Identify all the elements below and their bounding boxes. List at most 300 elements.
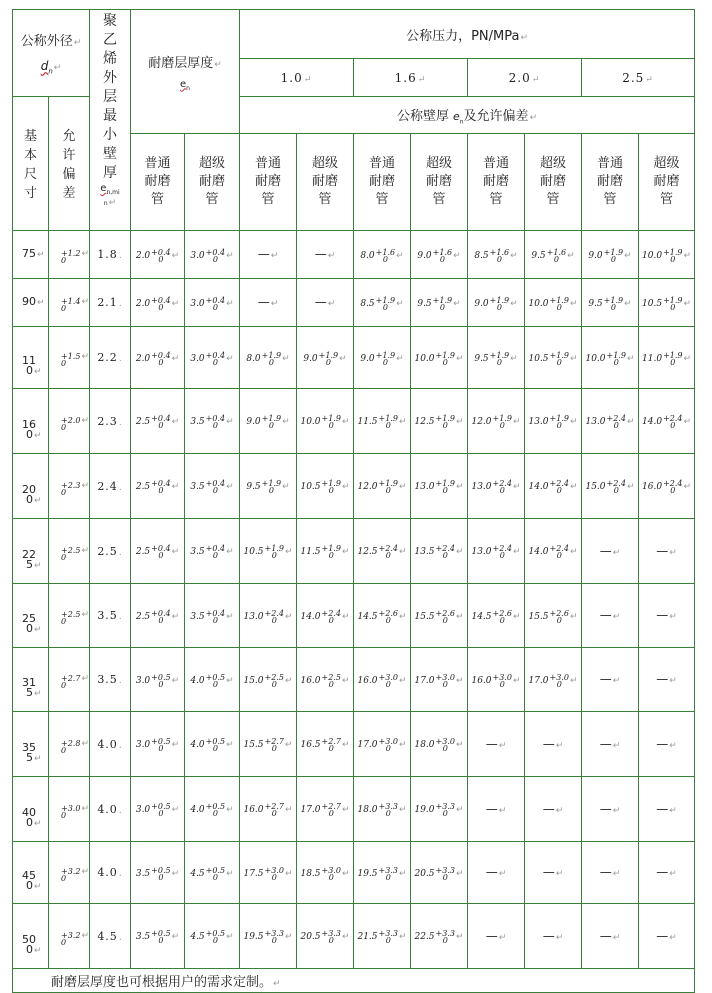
thickness-value <box>357 674 397 688</box>
od-tolerance-cell <box>49 777 90 842</box>
lower-tol: 0 <box>556 679 562 689</box>
upper-tol: +2.8 <box>61 738 81 748</box>
paragraph-mark: ↵ <box>512 417 521 427</box>
basic-size: 45 <box>22 869 36 882</box>
tolerance <box>265 545 284 559</box>
tolerance <box>322 545 341 559</box>
nominal: 8.5 <box>360 298 375 309</box>
header-line: 耐磨 <box>311 174 338 189</box>
tolerance <box>663 480 682 494</box>
wall-thickness-cell <box>525 389 582 454</box>
lower-tol: 0 <box>61 359 67 368</box>
thickness-value <box>357 545 397 559</box>
lower-tol: 0 <box>61 681 67 690</box>
paragraph-mark: ↵ <box>398 417 407 427</box>
upper-tol: +2.4 <box>435 544 455 553</box>
nominal: 10.0 <box>585 353 606 364</box>
upper-tol: +1.9 <box>435 350 455 360</box>
lower-tol: 0 <box>382 254 388 264</box>
basic-size: 90 <box>22 295 36 308</box>
thickness-value <box>528 352 568 366</box>
thickness-value <box>642 415 682 429</box>
lower-tol: 0 <box>442 679 448 689</box>
tolerance <box>206 415 225 429</box>
upper-tol: +2.6 <box>378 608 398 618</box>
upper-tol: +3.0 <box>321 865 341 875</box>
nominal: 11.0 <box>642 353 663 364</box>
paragraph-mark: ↵ <box>645 74 654 85</box>
paragraph-mark: ↵ <box>341 675 350 686</box>
tolerance <box>206 610 225 624</box>
nominal: 18.0 <box>414 740 435 750</box>
upper-tol: +0.5 <box>205 865 226 875</box>
wall-thickness-cell <box>131 327 185 389</box>
paragraph-mark: ↵ <box>569 547 578 557</box>
tolerance <box>265 867 284 881</box>
paragraph-mark: ↵ <box>34 560 42 571</box>
pe-min-cell: 2.2. <box>90 327 131 389</box>
upper-tol: +2.7 <box>264 737 284 746</box>
upper-tol: +2.4 <box>378 544 398 553</box>
nominal: 18.0 <box>357 805 378 815</box>
basic-size-cell <box>13 279 49 327</box>
paragraph-mark: ↵ <box>341 805 350 815</box>
thickness-value <box>357 738 397 752</box>
basic-size: 50 <box>22 932 36 946</box>
lower-tol: 0 <box>613 486 619 495</box>
wall-thickness-cell <box>185 584 240 648</box>
thickness-value <box>300 738 340 752</box>
nominal: 4.0 <box>190 740 205 750</box>
empty-cell <box>582 777 639 842</box>
wall-thickness-cell <box>468 648 525 712</box>
super-wear-pipe-header <box>639 134 695 231</box>
thickness-value <box>414 480 454 494</box>
thickness-value <box>528 674 568 688</box>
lower-tol: 0 <box>212 809 218 818</box>
thickness-value <box>528 610 568 624</box>
wall-thickness-cell <box>582 327 639 389</box>
thickness-value <box>136 738 171 752</box>
tolerance <box>265 610 284 624</box>
lower-tol: 0 <box>328 486 334 495</box>
nominal: 4.0 <box>190 675 205 686</box>
thickness-value <box>303 352 338 366</box>
paragraph-mark: ↵ <box>34 495 42 506</box>
dash: — <box>599 736 612 751</box>
lower-tol: 0 <box>61 422 67 432</box>
od-tolerance-cell <box>49 648 90 712</box>
dash: — <box>542 736 555 751</box>
super-wear-pipe-header <box>525 134 582 231</box>
tolerance <box>206 352 225 366</box>
nominal: 3.5 <box>135 932 151 942</box>
od-tolerance-cell <box>49 584 90 648</box>
upper-tol: +1.9 <box>435 414 455 423</box>
paragraph-mark: ↵ <box>37 298 45 308</box>
basic-size: 25 <box>22 612 36 625</box>
thickness-value <box>300 803 340 817</box>
nominal: 17.0 <box>300 805 321 815</box>
nominal: 16.0 <box>243 805 264 815</box>
upper-tol: +2.7 <box>264 802 284 811</box>
thickness-value <box>190 610 225 624</box>
thickness-value <box>531 249 566 263</box>
nominal: 13.0 <box>585 417 606 427</box>
basic-size-cont: 0 <box>26 942 33 956</box>
nominal: 9.0 <box>246 417 261 427</box>
tolerance <box>436 867 455 881</box>
header-line: 耐磨 <box>198 174 225 189</box>
upper-tol: +0.4 <box>151 295 171 305</box>
paragraph-mark: ↵ <box>171 547 180 557</box>
paragraph-mark: ↵ <box>396 250 404 261</box>
upper-tol: +1.9 <box>549 414 569 423</box>
upper-tol: +1.9 <box>261 479 282 488</box>
paragraph-mark: ↵ <box>284 547 293 557</box>
nominal: 12.0 <box>471 417 492 427</box>
upper-tol: +1.9 <box>489 295 510 305</box>
nominal: 16.0 <box>642 482 663 492</box>
nominal: 2.5 <box>135 417 151 427</box>
lower-tol: 0 <box>328 551 334 560</box>
lower-tol: 0 <box>670 486 676 495</box>
wall-thickness-cell <box>468 519 525 584</box>
lower-tol: 0 <box>382 357 388 367</box>
pe-min-value: 3.5 <box>97 609 118 622</box>
paragraph-mark: ↵ <box>81 352 89 362</box>
lower-tol: 0 <box>61 937 67 947</box>
upper-tol: +0.4 <box>151 350 171 360</box>
lower-tol: 0 <box>670 254 676 264</box>
nominal: 15.5 <box>243 740 264 750</box>
basic-size-cont: 5 <box>26 557 33 571</box>
upper-tol: +2.6 <box>492 608 512 618</box>
nominal: 9.5 <box>588 298 603 309</box>
data-row <box>13 904 695 969</box>
thickness-value <box>414 803 454 817</box>
basic-size: 35 <box>22 740 36 754</box>
basic-size: 11 <box>22 354 36 367</box>
empty-cell <box>525 904 582 969</box>
lower-tol: 0 <box>325 357 331 367</box>
wall-thickness-cell <box>185 231 240 279</box>
empty-cell <box>582 842 639 904</box>
thickness-value <box>588 297 623 311</box>
tolerance <box>493 674 512 688</box>
wall-thickness-cell <box>297 389 354 454</box>
wall-thickness-cell <box>185 904 240 969</box>
thickness-value <box>136 415 171 429</box>
lower-tol: 0 <box>328 615 334 625</box>
pe-min-value: 3.5 <box>97 673 118 686</box>
thickness-value <box>471 415 511 429</box>
nominal: 10.5 <box>528 353 549 364</box>
thickness-value <box>417 297 452 311</box>
tolerance <box>379 803 398 817</box>
paragraph-mark: ↵ <box>226 547 234 557</box>
tolerance <box>322 480 341 494</box>
nominal: 3.5 <box>190 547 205 557</box>
od-label: 公称外径 <box>20 34 73 50</box>
paragraph-mark: ↵ <box>34 945 42 956</box>
tolerance <box>322 803 341 817</box>
upper-tol: +2.4 <box>549 479 569 488</box>
nominal: 13.0 <box>414 482 435 492</box>
nominal: 13.0 <box>471 547 492 557</box>
thickness-value <box>585 480 625 494</box>
data-row <box>13 842 695 904</box>
paragraph-mark: ↵ <box>108 198 117 208</box>
pe-min-value: 4.0 <box>97 802 118 816</box>
header-line: 普通 <box>144 156 171 171</box>
lower-tol: 0 <box>212 357 218 367</box>
thickness-value <box>246 480 281 494</box>
upper-tol: +0.5 <box>205 929 226 938</box>
basic-size-cell <box>13 904 49 969</box>
tolerance <box>493 610 512 624</box>
tolerance <box>322 674 341 688</box>
wall-thickness-cell <box>525 279 582 327</box>
nominal: 13.5 <box>414 547 435 557</box>
tolerance <box>376 297 395 311</box>
paragraph-mark: ↵ <box>341 547 350 557</box>
paragraph-mark: ↵ <box>569 417 578 427</box>
wall-thickness-cell <box>297 584 354 648</box>
upper-tol: +1.9 <box>663 295 683 305</box>
tolerance <box>151 867 170 881</box>
paragraph-mark: ↵ <box>53 63 62 74</box>
empty-cell <box>582 904 639 969</box>
tolerance <box>490 249 509 263</box>
pe-min-value: 2.2 <box>97 351 118 364</box>
paragraph-mark: ↵ <box>284 868 293 879</box>
od-tolerance-cell <box>49 519 90 584</box>
header-line: 超级 <box>198 156 225 171</box>
tolerance <box>436 352 455 366</box>
paragraph-mark: ↵ <box>34 882 42 892</box>
lower-tol: 0 <box>268 421 274 430</box>
thickness-value <box>642 249 682 263</box>
pressure-2-0 <box>468 59 582 97</box>
upper-tol: +0.4 <box>205 295 226 305</box>
thickness-value <box>190 352 225 366</box>
od-tolerance-cell <box>49 231 90 279</box>
wall-thickness-cell <box>354 519 411 584</box>
tolerance <box>436 930 455 944</box>
nominal: 16.0 <box>300 675 321 686</box>
empty-cell <box>639 519 695 584</box>
wall-thickness-cell <box>131 454 185 519</box>
dash: — <box>599 801 612 816</box>
dash: — <box>485 865 498 879</box>
paragraph-mark: ↵ <box>612 805 621 816</box>
tolerance <box>151 249 170 263</box>
header-line: 管 <box>318 192 332 207</box>
paragraph-mark: ↵ <box>626 482 635 492</box>
wall-thickness-cell <box>639 454 695 519</box>
wall-thickness-cell <box>411 327 468 389</box>
basic-size-cont: 0 <box>26 622 33 635</box>
dash: — <box>542 928 555 943</box>
wall-thickness-cell <box>411 712 468 777</box>
basic-size-cell <box>13 842 49 904</box>
paragraph-mark: ↵ <box>555 932 564 943</box>
dash: — <box>656 928 669 943</box>
lower-tol: 0 <box>499 486 505 495</box>
paragraph-mark: ↵ <box>398 482 407 492</box>
wall-thickness-cell <box>582 389 639 454</box>
wall-header <box>240 97 695 134</box>
tolerance <box>433 249 452 263</box>
paragraph-mark: ↵ <box>612 612 621 622</box>
header-char: 最 <box>103 108 117 124</box>
pe-min-cell: 4.5. <box>90 904 131 969</box>
paragraph-mark: ↵ <box>626 417 635 427</box>
header-char: 小 <box>103 127 117 143</box>
lower-tol: 0 <box>496 302 502 312</box>
upper-tol: +1.9 <box>261 414 282 423</box>
paragraph-mark: ↵ <box>531 74 541 85</box>
lower-tol: 0 <box>442 615 448 625</box>
wall-thickness-cell <box>131 389 185 454</box>
basic-size-cell <box>13 327 49 389</box>
wall-thickness-cell <box>411 519 468 584</box>
thickness-value <box>585 415 625 429</box>
upper-tol: +0.5 <box>205 802 226 811</box>
paragraph-mark: ↵ <box>396 353 404 364</box>
empty-cell <box>468 712 525 777</box>
thickness-value <box>300 867 340 881</box>
paragraph-mark: ↵ <box>510 250 518 261</box>
empty-cell <box>639 777 695 842</box>
paragraph-mark: ↵ <box>226 932 234 942</box>
lower-tol: 0 <box>442 872 448 882</box>
thickness-value <box>414 930 454 944</box>
pe-min-cell: 2.3. <box>90 389 131 454</box>
lower-tol: 0 <box>212 872 218 882</box>
thickness-value <box>243 738 283 752</box>
tolerance <box>493 415 512 429</box>
paragraph-mark: ↵ <box>81 867 89 877</box>
thickness-value <box>136 249 171 263</box>
paragraph-mark: ↵ <box>396 298 404 309</box>
lower-tol: 0 <box>670 357 676 367</box>
wall-thickness-cell <box>131 904 185 969</box>
upper-tol: +0.5 <box>151 737 171 746</box>
wall-thickness-cell <box>411 648 468 712</box>
tolerance <box>262 415 281 429</box>
nominal: 3.5 <box>190 482 205 492</box>
paragraph-mark: ↵ <box>81 249 89 259</box>
thickness-value <box>357 867 397 881</box>
basic-size-cell <box>13 777 49 842</box>
paragraph-mark: ↵ <box>226 298 234 309</box>
nominal: 19.5 <box>357 868 378 879</box>
thickness-value <box>360 249 395 263</box>
normal-wear-pipe-header <box>468 134 525 231</box>
super-wear-pipe-header <box>411 134 468 231</box>
paragraph-mark: ↵ <box>498 932 507 943</box>
paragraph-mark: ↵ <box>81 674 89 684</box>
nominal: 20.5 <box>300 932 321 942</box>
empty-cell <box>639 648 695 712</box>
thickness-value <box>642 480 682 494</box>
pe-min-value: 2.5 <box>97 544 118 558</box>
od-symbol-sub: n <box>48 67 53 76</box>
paragraph-mark: ↵ <box>81 803 89 814</box>
tolerance <box>550 297 569 311</box>
wall-thickness-cell <box>297 648 354 712</box>
wall-thickness-cell <box>411 842 468 904</box>
nominal: 8.0 <box>360 250 375 261</box>
thickness-value <box>136 480 171 494</box>
lower-tol: 0 <box>496 357 502 367</box>
paragraph-mark: ↵ <box>341 417 350 427</box>
thickness-value <box>190 930 225 944</box>
upper-tol: +0.5 <box>151 802 171 811</box>
nominal: 3.0 <box>190 250 205 261</box>
wall-thickness-cell <box>131 519 185 584</box>
tolerance <box>322 867 341 881</box>
header-row-1 <box>13 10 695 59</box>
thickness-value <box>471 674 511 688</box>
dash: — <box>485 801 498 816</box>
upper-tol: +1.9 <box>549 350 569 360</box>
paragraph-mark: ↵ <box>498 805 507 816</box>
thickness-value <box>414 674 454 688</box>
nominal: 19.0 <box>414 805 435 815</box>
lower-tol: 0 <box>328 872 334 882</box>
paragraph-mark: ↵ <box>171 298 180 309</box>
nominal: 9.5 <box>246 482 261 492</box>
wall-thickness-cell <box>354 389 411 454</box>
paragraph-mark: ↵ <box>284 932 293 942</box>
tolerance <box>151 674 170 688</box>
thickness-value <box>471 545 511 559</box>
paragraph-mark: ↵ <box>171 482 180 492</box>
wall-thickness-cell <box>185 389 240 454</box>
od-tolerance-cell <box>49 712 90 777</box>
lower-tol: 0 <box>385 615 391 625</box>
empty-cell <box>582 712 639 777</box>
nominal: 10.0 <box>414 353 435 364</box>
thickness-value <box>300 480 340 494</box>
dash: — <box>656 801 669 816</box>
wall-thickness-cell <box>468 454 525 519</box>
tolerance <box>604 297 623 311</box>
paragraph-mark: ↵ <box>510 353 518 364</box>
nominal: 21.5 <box>357 932 378 942</box>
tolerance <box>265 674 284 688</box>
upper-tol: +1.9 <box>432 295 453 305</box>
nominal: 13.0 <box>471 482 492 492</box>
nominal: 12.0 <box>357 482 378 492</box>
thickness-value <box>243 674 283 688</box>
data-row <box>13 327 695 389</box>
pe-min-cell: 3.5. <box>90 648 131 712</box>
pe-min-value: 1.8 <box>97 248 118 261</box>
upper-tol: +3.3 <box>378 865 398 875</box>
paragraph-mark: ↵ <box>398 868 407 879</box>
data-row <box>13 279 695 327</box>
wall-thickness-cell <box>354 327 411 389</box>
thickness-value <box>300 610 340 624</box>
upper-tol: +0.4 <box>151 544 171 553</box>
tolerance <box>436 415 455 429</box>
tolerance <box>433 297 452 311</box>
paragraph-mark: ↵ <box>171 611 180 622</box>
